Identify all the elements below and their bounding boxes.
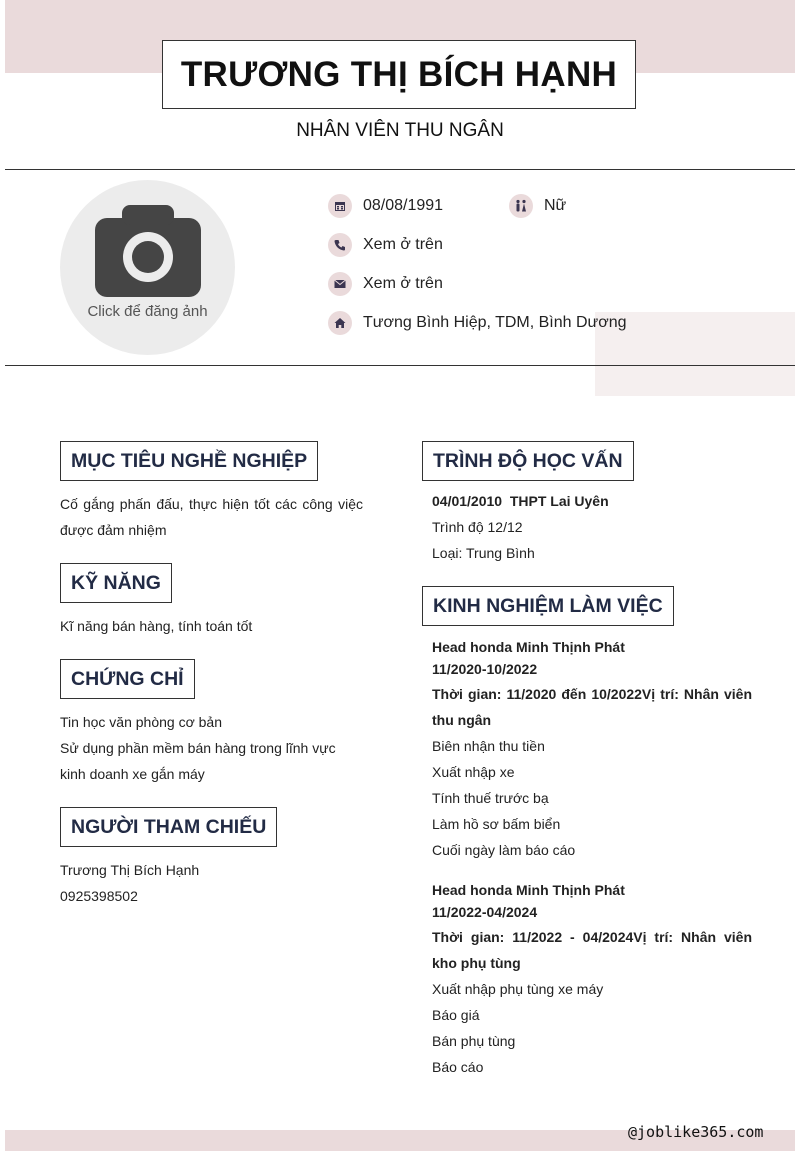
education-title: TRÌNH ĐỘ HỌC VẤN [422, 441, 634, 481]
info-phone [328, 233, 443, 257]
camera-icon [95, 205, 201, 297]
education-content [432, 488, 752, 566]
gender-value: Nữ [544, 197, 567, 214]
photo-upload[interactable] [60, 180, 235, 355]
job-period: 11/2022-04/2024 [432, 904, 538, 920]
education-heading: 04/01/2010 THPT Lai Uyên [432, 493, 609, 509]
phone-value: Xem ở trên [363, 236, 443, 253]
reference-phone: 0925398502 [60, 888, 138, 904]
footer-tag: @joblike365.com [628, 1123, 764, 1141]
job-task: Làm hồ sơ bấm biển [432, 816, 561, 832]
experience-job [432, 879, 752, 1080]
job-task: Tính thuế trước bạ [432, 790, 549, 806]
experience-job [432, 636, 752, 863]
name-box [162, 40, 636, 109]
job-task: Báo giá [432, 1007, 480, 1023]
candidate-name: TRƯƠNG THỊ BÍCH HẠNH [180, 54, 618, 94]
job-task: Xuất nhập xe [432, 764, 515, 780]
certificate-item: Sử dụng phần mềm bán hàng trong lĩnh vực kinh doanh xe gắn máy [60, 740, 336, 782]
references-title: NGƯỜI THAM CHIẾU [60, 807, 277, 847]
job-task: Bán phụ tùng [432, 1033, 516, 1049]
education-grade: Loại: Trung Bình [432, 545, 535, 561]
divider-top [5, 169, 795, 170]
info-email [328, 272, 443, 296]
job-company: Head honda Minh Thịnh Phát [432, 639, 625, 655]
references-content [60, 857, 363, 909]
divider-bottom [5, 365, 795, 366]
objective-title: MỤC TIÊU NGHỀ NGHIỆP [60, 441, 318, 481]
experience-title: KINH NGHIỆM LÀM VIỆC [422, 586, 674, 626]
info-address [328, 311, 627, 335]
gender-icon [509, 194, 533, 218]
email-value: Xem ở trên [363, 275, 443, 292]
job-company: Head honda Minh Thịnh Phát [432, 882, 625, 898]
job-task: Báo cáo [432, 1059, 484, 1075]
job-task: Cuối ngày làm báo cáo [432, 842, 576, 858]
calendar-icon [328, 194, 352, 218]
address-value: Tương Bình Hiệp, TDM, Bình Dương [363, 314, 627, 331]
objective-text: Cố gắng phấn đấu, thực hiện tốt các công việc được đảm nhiệm [60, 496, 363, 538]
info-birthday [328, 194, 443, 218]
home-icon [328, 311, 352, 335]
phone-icon [328, 233, 352, 257]
job-summary: Thời gian: 11/2020 đến 10/2022Vị trí: Nhân viên thu ngân [432, 686, 752, 728]
mail-icon [328, 272, 352, 296]
info-gender [509, 194, 566, 218]
education-level: Trình độ 12/12 [432, 519, 523, 535]
job-summary: Thời gian: 11/2022 - 04/2024Vị trí: Nhân viên kho phụ tùng [432, 929, 752, 971]
photo-caption: Click để đăng ảnh [87, 303, 208, 320]
reference-name: Trương Thị Bích Hạnh [60, 862, 200, 878]
job-task: Biên nhận thu tiền [432, 738, 545, 754]
skills-title: KỸ NĂNG [60, 563, 172, 603]
job-task: Xuất nhập phụ tùng xe máy [432, 981, 604, 997]
job-title: NHÂN VIÊN THU NGÂN [296, 120, 504, 141]
certificates-title: CHỨNG CHỈ [60, 659, 195, 699]
birthday-value: 08/08/1991 [363, 197, 444, 214]
skills-text: Kĩ năng bán hàng, tính toán tốt [60, 618, 253, 634]
certificate-item: Tin học văn phòng cơ bản [60, 714, 222, 730]
job-period: 11/2020-10/2022 [432, 661, 538, 677]
certificates-list [60, 709, 363, 787]
